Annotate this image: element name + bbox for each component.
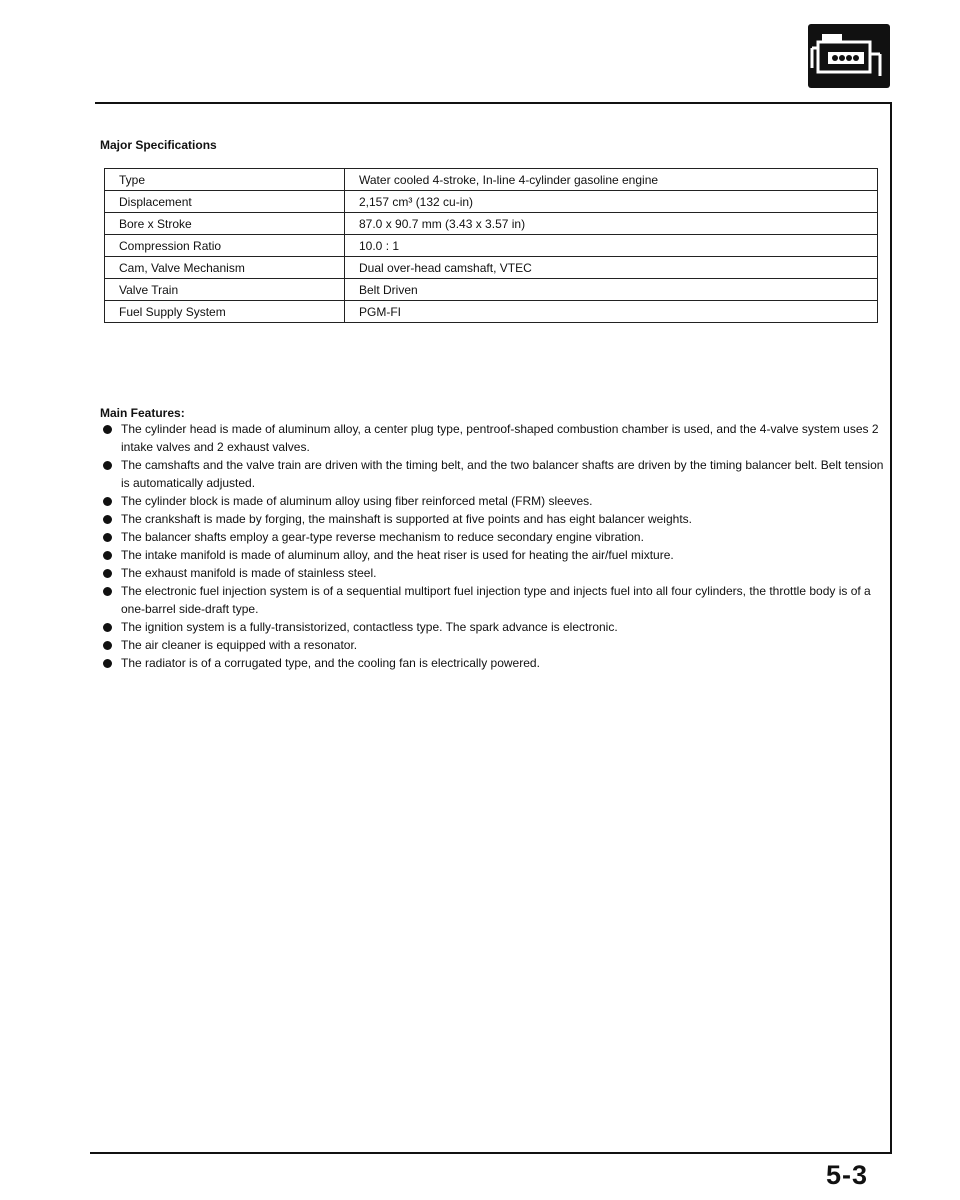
table-row [105,213,878,235]
feature-text: The ignition system is a fully-transistorized, contactless type. The spark advance is electronic. [121,620,618,634]
feature-text: The intake manifold is made of aluminum alloy, and the heat riser is used for heating the air/fuel mixture. [121,548,674,562]
spec-value: Dual over-head camshaft, VTEC [345,257,878,279]
feature-text: The cylinder head is made of aluminum alloy, a center plug type, pentroof-shaped combustion chamber is used, and the 4-valve system uses 2 intake valves and 2 exhaust valves. [121,422,879,454]
spec-value: Belt Driven [345,279,878,301]
bullet-icon [103,623,112,632]
bullet-icon [103,515,112,524]
feature-text: The cylinder block is made of aluminum alloy using fiber reinforced metal (FRM) sleeves. [121,494,593,508]
feature-text: The crankshaft is made by forging, the mainshaft is supported at five points and has eight balancer weights. [121,512,692,526]
list-item [100,582,890,618]
list-item [100,492,890,510]
page-frame-right-rule [890,102,892,1152]
table-row [105,279,878,301]
list-item [100,510,890,528]
list-item [100,546,890,564]
spec-value: 10.0 : 1 [345,235,878,257]
page-frame-bottom-rule [90,1152,892,1154]
spec-label: Displacement [105,191,345,213]
spec-label: Fuel Supply System [105,301,345,323]
list-item [100,636,890,654]
bullet-icon [103,551,112,560]
bullet-icon [103,497,112,506]
spec-value: PGM-FI [345,301,878,323]
page-number: 5-3 [826,1160,869,1190]
feature-text: The air cleaner is equipped with a resonator. [121,638,358,652]
feature-text: The exhaust manifold is made of stainless steel. [121,566,377,580]
specifications-table [104,168,878,323]
feature-text: The balancer shafts employ a gear-type reverse mechanism to reduce secondary engine vibration. [121,530,644,544]
bullet-icon [103,461,112,470]
bullet-icon [103,569,112,578]
feature-text: The electronic fuel injection system is of a sequential multiport fuel injection type and injects fuel into all four cylinders, the throttle body is of a one-barrel side-draft type. [121,584,871,616]
spec-label: Cam, Valve Mechanism [105,257,345,279]
list-item [100,528,890,546]
bullet-icon [103,587,112,596]
features-title: Main Features: [100,406,185,420]
feature-text: The radiator is of a corrugated type, and the cooling fan is electrically powered. [121,656,540,670]
bullet-icon [103,425,112,434]
page-frame-top-rule [95,102,892,104]
spec-value: 2,157 cm³ (132 cu-in) [345,191,878,213]
list-item [100,564,890,582]
list-item [100,456,890,492]
bullet-icon [103,533,112,542]
table-row [105,235,878,257]
spec-label: Bore x Stroke [105,213,345,235]
spec-label: Type [105,169,345,191]
spec-value: 87.0 x 90.7 mm (3.43 x 3.57 in) [345,213,878,235]
features-list [100,420,890,672]
table-row [105,169,878,191]
bullet-icon [103,659,112,668]
spec-value: Water cooled 4-stroke, In-line 4-cylinder gasoline engine [345,169,878,191]
list-item [100,420,890,456]
table-row [105,257,878,279]
list-item [100,618,890,636]
list-item [100,654,890,672]
table-row [105,301,878,323]
engine-section-icon [808,24,890,88]
table-row [105,191,878,213]
spec-label: Valve Train [105,279,345,301]
bullet-icon [103,641,112,650]
feature-text: The camshafts and the valve train are driven with the timing belt, and the two balancer shafts are driven by the timing balancer belt. Belt tension is automatically adjusted. [121,458,884,490]
spec-label: Compression Ratio [105,235,345,257]
specifications-title: Major Specifications [100,138,217,152]
